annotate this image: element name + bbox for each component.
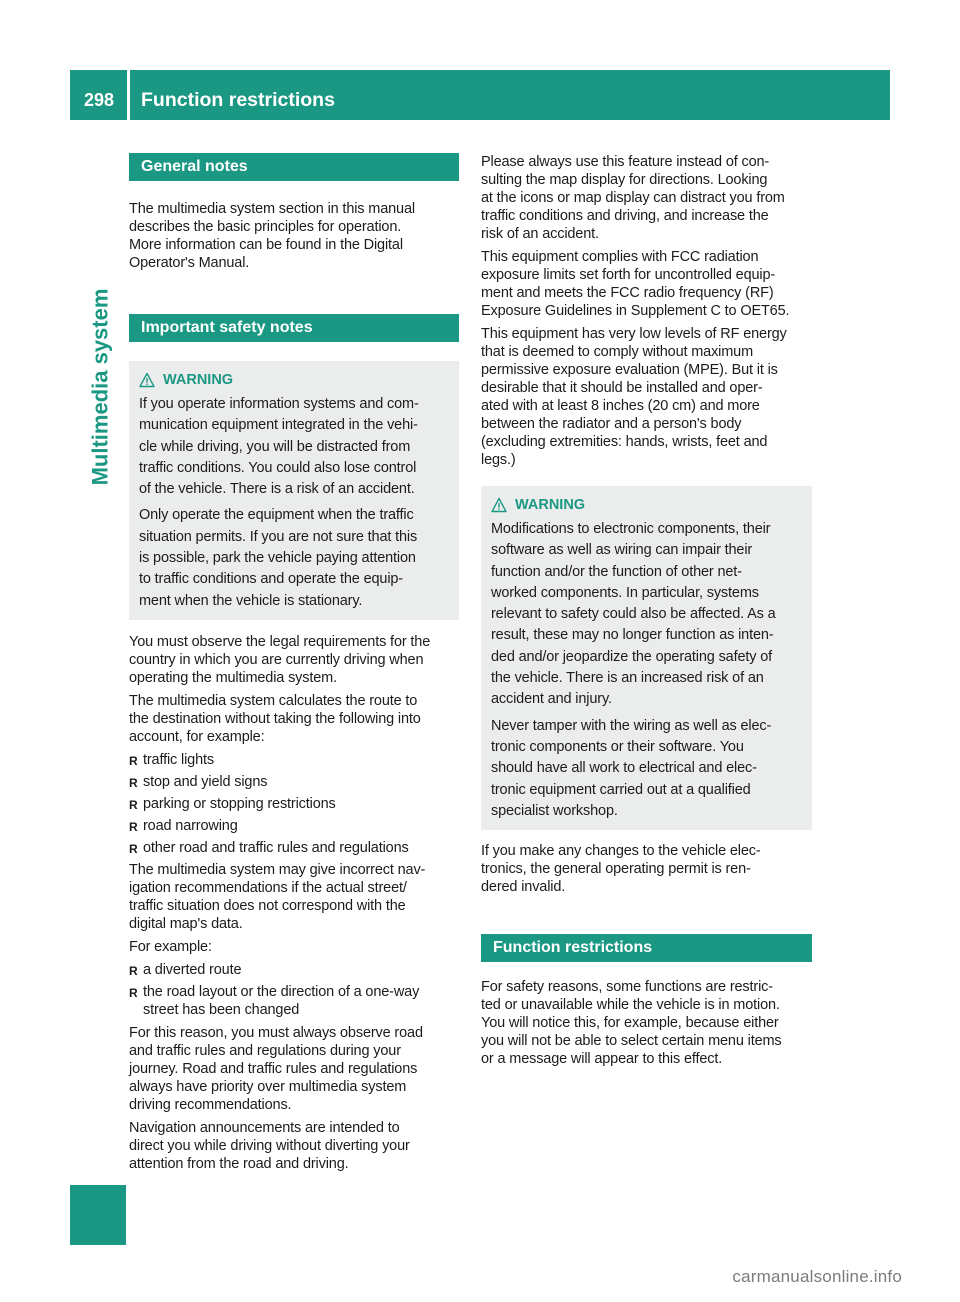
warning-label: WARNING [515,497,586,513]
list-item: R a diverted route [129,961,459,979]
side-chapter-marker [70,1185,126,1245]
section-heading-function-restrictions: Function restrictions [481,934,812,962]
list-item: R the road layout or the direction of a one-way street has been changed [129,983,459,1019]
watermark-text: carmanualsonline.info [732,1267,902,1286]
warning-paragraph: Never tamper with the wiring as well as elec- tronic components or their software. You should have all work to electrical and elec- tronic equipment carried out at a qualified specialist workshop. [491,717,772,819]
navigation-announcements-text: Navigation announcements are intended to direct you while driving without diverting your attention from the road and driving. [129,1119,410,1172]
operating-permit-text: If you make any changes to the vehicle elec- tronics, the general operating permit is ren- dered invalid. [481,843,761,896]
right-column [481,153,812,1073]
warning-header [491,494,802,516]
general-notes-text: The multimedia system section in this manual describes the basic principles for operation. More information can be found in the Digital Operator's Manual. [129,201,415,271]
road-rules-text: For this reason, you must always observe road and traffic rules and regulations during your journey. Road and traffic rules and regulations always have priority over multimedia system driving recommendations. [129,1024,423,1113]
list-item: R other road and traffic rules and regulations [129,839,459,857]
list-item: R parking or stopping restrictions [129,795,459,813]
warning-label: WARNING [163,372,234,388]
warning-paragraph: Only operate the equipment when the traffic situation permits. If you are not sure that this is possible, park the vehicle paying attention to traffic conditions and operate the equip- ment when the vehicle is stationary. [139,507,418,609]
warning-header [139,369,449,391]
route-calculation-text: The multimedia system calculates the route to the destination without taking the following into account, for example: [129,692,421,745]
side-chapter-text: Multimedia system [87,288,112,486]
list-item: R road narrowing [129,817,459,835]
warning-triangle-icon [139,372,155,388]
function-restrictions-text: For safety reasons, some functions are restric- ted or unavailable while the vehicle is in motion. You will notice this, for example, because either you will not be able to select certain menu items or a message will appear to this effect. [481,979,782,1068]
warning-triangle-icon [491,497,507,513]
incorrect-navigation-text: The multimedia system may give incorrect nav- igation recommendations if the actual street/ traffic situation does not correspond with the digital map's data. [129,861,426,932]
warning-box [129,361,459,620]
map-display-text: Please always use this feature instead of con- sulting the map display for directions. Looking at the icons or map display can distract you from traffic conditions and driving, and increase the risk of an accident. [481,154,785,242]
side-chapter-label [75,122,125,652]
warning-box [481,486,812,830]
page-number: 298 [83,90,115,110]
warning-paragraph: If you operate information systems and com- munication equipment integrated in the vehi- cle while driving, you will be distracted from traffic conditions. You could also lose control of the vehicle. There is a risk of an accident. [139,396,419,498]
section-heading-general-notes: General notes [129,153,459,181]
list-item: R stop and yield signs [129,773,459,791]
page-title: Function restrictions [141,89,335,111]
list-item: R traffic lights [129,751,459,769]
fcc-compliance-text: This equipment complies with FCC radiation exposure limits set forth for uncontrolled equip- ment and meets the FCC radio frequency (RF) Exposure Guidelines in Supplement C to OET65. [481,249,790,319]
section-heading-safety-notes: Important safety notes [129,314,459,342]
header-divider [127,70,130,120]
rf-energy-text: This equipment has very low levels of RF energy that is deemed to comply without maximum permissive exposure evaluation (MPE). But it is desirable that it should be installed and oper- ated with at least 8 inches (20 cm) and more between the radiator and a person's body (excluding extremities: hands, wrists, feet and legs.) [481,326,787,468]
for-example-text: For example: [129,938,212,955]
left-column [129,153,459,1178]
legal-requirements-text: You must observe the legal requirements for the country in which you are currently driving when operating the multimedia system. [129,633,431,686]
warning-paragraph: Modifications to electronic components, their software as well as wiring can impair their function and/or the function of other net- worked components. In particular, systems relevant to safety could also be affected. As a result, these may no longer function as inten- ded and/or jeopardize the operating safety of the vehicle. There is an increased risk of an accident and injury. [491,521,776,708]
